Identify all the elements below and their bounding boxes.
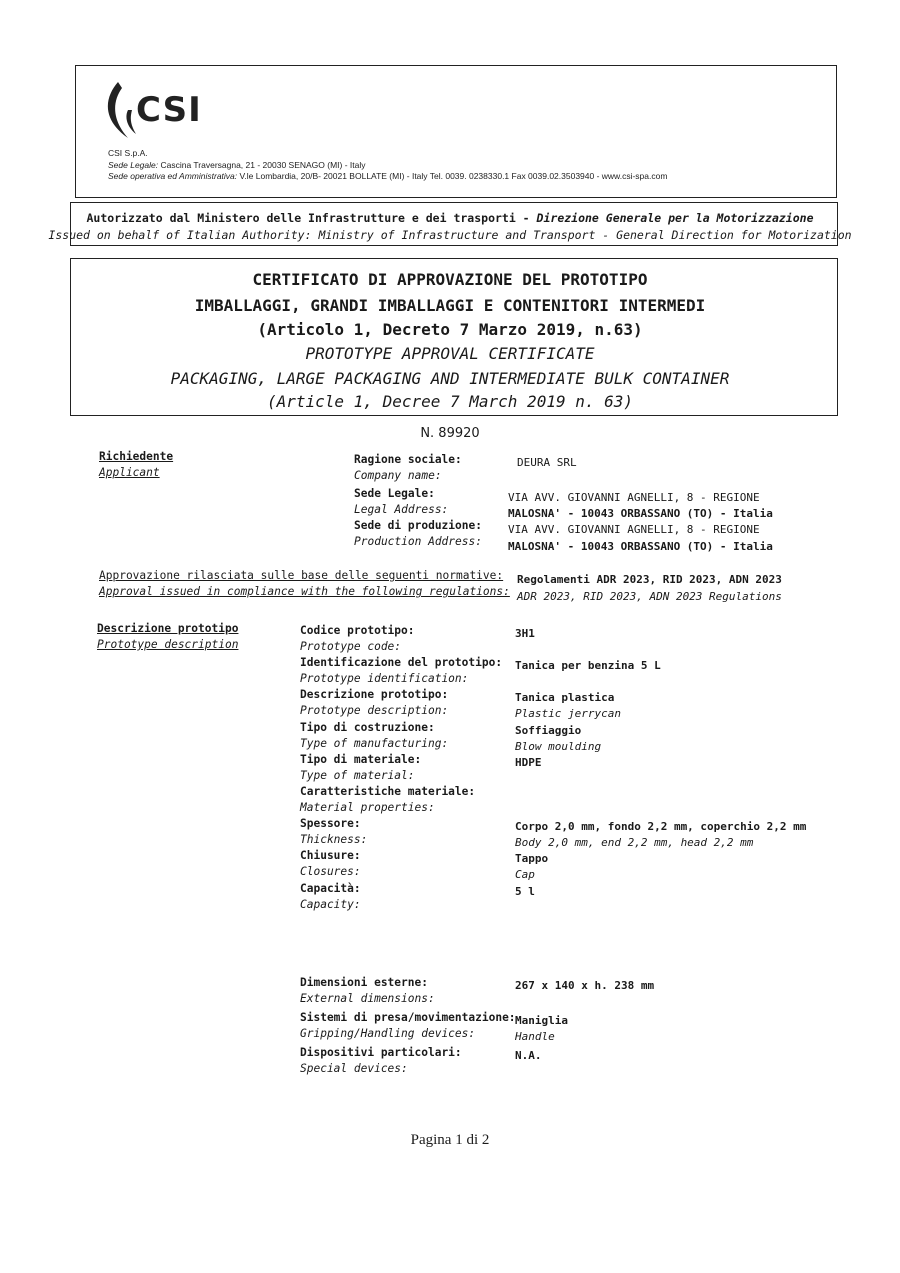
company-name: CSI S.p.A. [108,148,148,158]
prototype-value-en: Body 2,0 mm, end 2,2 mm, head 2,2 mm [515,836,754,850]
approval-heading-en: Approval issued in compliance with the following regulations: [99,585,510,598]
legal-value-2: MALOSNA' - 10043 ORBASSANO (TO) - Italia [508,507,773,520]
prod-label-it: Sede di produzione: [354,519,482,532]
prototype-value: 3H1 [515,627,535,640]
legal-label-it: Sede Legale: [354,487,435,500]
title-it-line2: IMBALLAGGI, GRANDI IMBALLAGGI E CONTENITORI INTERMEDI [194,296,706,315]
company-label-it: Ragione sociale: [354,453,462,466]
operative-address: V.le Lombardia, 20/B- 20021 BOLLATE (MI) - Italy Tel. 0039. 0238330.1 Fax 0039.02.3503940 - www.csi-spa.com [239,171,668,181]
title-en-line1: PROTOTYPE APPROVAL CERTIFICATE [305,344,595,363]
title-en-line3: (Article 1, Decree 7 March 2019 n. 63) [266,392,634,411]
prototype-heading-it: Descrizione prototipo [97,622,239,635]
prototype-value: Tappo [515,852,549,866]
prototype-label-it: Dispositivi particolari: [300,1046,462,1059]
prototype-label-it: Sistemi di presa/movimentazione: [300,1011,516,1024]
legal-address: Cascina Traversagna, 21 - 20030 SENAGO (MI) - Italy [160,160,366,170]
prototype-label-en: Capacity: [300,897,361,911]
legal-address-line [108,160,366,170]
prototype-label-en: External dimensions: [300,992,435,1005]
authority-en: Issued on behalf of Italian Authority: Ministry of Infrastructure and Transport - General Direction for Motorization [48,228,852,242]
prototype-label-it: Chiusure: [300,849,361,863]
title-it-line1: CERTIFICATO DI APPROVAZIONE DEL PROTOTIPO [252,270,648,289]
prod-label-en: Production Address: [354,535,482,548]
prototype-value: Maniglia [515,1014,568,1027]
prototype-value: Soffiaggio [515,723,582,737]
approval-heading-it: Approvazione rilasciata sulle base delle seguenti normative: [99,569,504,582]
prod-value-1: VIA AVV. GIOVANNI AGNELLI, 8 - REGIONE [508,523,760,536]
prototype-label-it: Capacità: [300,881,361,895]
prototype-value: Tanica per benzina 5 L [515,659,661,673]
prototype-value-en: Plastic jerrycan [515,707,621,721]
certificate-number: N. 89920 [420,426,480,441]
prototype-label-en: Material properties: [300,801,435,814]
authority-it [0,211,900,225]
prototype-value-en: Handle [515,1030,555,1043]
page-footer: Pagina 1 di 2 [410,1132,490,1148]
company-value: DEURA SRL [517,456,577,469]
operative-address-line [108,171,667,181]
prototype-label-it: Codice prototipo: [300,624,415,637]
authority-it-suffix: Direzione Generale per la Motorizzazione [536,211,814,225]
title-en-line2: PACKAGING, LARGE PACKAGING AND INTERMEDIATE BULK CONTAINER [170,369,730,388]
prototype-label-en: Type of material: [300,768,415,782]
prototype-label-en: Closures: [300,865,361,879]
prototype-label-it: Identificazione del prototipo: [300,656,503,670]
prod-value-2: MALOSNA' - 10043 ORBASSANO (TO) - Italia [508,540,773,553]
prototype-label-it: Tipo di materiale: [300,752,422,766]
operative-label: Sede operativa ed Amministrativa: [108,171,238,181]
legal-label-en: Legal Address: [354,503,449,516]
applicant-heading-it: Richiedente [99,450,174,463]
prototype-label-it: Caratteristiche materiale: [300,785,476,798]
prototype-heading-en: Prototype description [97,638,239,651]
approval-value-en: ADR 2023, RID 2023, ADN 2023 Regulations [517,590,782,603]
logo-swoosh-icon [98,80,138,142]
prototype-label-it: Tipo di costruzione: [300,720,435,734]
prototype-label-en: Thickness: [300,833,368,847]
prototype-label-en: Prototype code: [300,640,402,653]
prototype-value: N.A. [515,1049,542,1062]
prototype-value: 5 l [515,884,535,898]
prototype-label-en: Prototype description: [300,704,449,718]
prototype-label-en: Gripping/Handling devices: [300,1027,476,1040]
prototype-label-en: Type of manufacturing: [300,736,449,750]
prototype-value: 267 x 140 x h. 238 mm [515,979,655,992]
legal-value-1: VIA AVV. GIOVANNI AGNELLI, 8 - REGIONE [508,491,760,504]
logo-text: CSI [136,90,202,130]
prototype-value-en: Cap [515,868,535,882]
legal-label: Sede Legale: [108,160,159,170]
prototype-label-en: Prototype identification: [300,672,469,686]
prototype-label-it: Descrizione prototipo: [300,688,449,702]
prototype-value: HDPE [515,755,542,769]
approval-value-it: Regolamenti ADR 2023, RID 2023, ADN 2023 [517,573,782,586]
prototype-label-it: Dimensioni esterne: [300,976,428,989]
prototype-value: Tanica plastica [515,691,615,705]
csi-logo [98,80,218,142]
applicant-heading-en: Applicant [99,466,160,479]
prototype-label-en: Special devices: [300,1062,408,1075]
prototype-value-en: Blow moulding [515,739,602,753]
prototype-label-it: Spessore: [300,817,361,831]
title-it-line3: (Articolo 1, Decreto 7 Marzo 2019, n.63) [257,320,643,339]
company-label-en: Company name: [354,469,442,482]
authority-it-prefix: Autorizzato dal Ministero delle Infrastrutture e dei trasporti - [86,211,537,225]
prototype-value: Corpo 2,0 mm, fondo 2,2 mm, coperchio 2,2 mm [515,820,807,834]
